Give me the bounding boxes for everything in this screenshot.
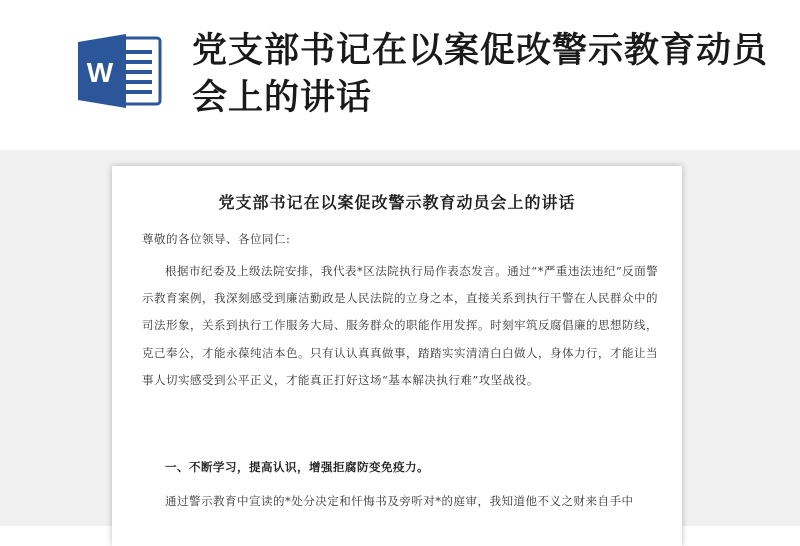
header-band: [0, 0, 800, 150]
logo-letter: W: [86, 57, 114, 88]
page-title: 党支部书记在以案促改警示教育动员会上的讲话: [192, 31, 769, 118]
document-title: 党支部书记在以案促改警示教育动员会上的讲话: [218, 193, 576, 212]
body-paragraph-2: 通过警示教育中宣读的*处分决定和忏悔书及旁听对*的庭审，我知道他不义之财来自手中: [165, 494, 634, 508]
body-paragraph-1: 根据市纪委及上级法院安排，我代表*区法院执行局作表态发言。通过“*严重违法违纪”反面警示教育案例，我深刻感受到廉洁勤政是人民法院的立身之本，直接关系到执行干警在人民群众中的司法形象，关系到执行工作服务大局、服务群众的职能作用发挥。时刻牢筑反腐倡廉的思想防线，克己奉公，才能永葆纯洁本色。只有认认真真做事，踏踏实实清清白白做人，身体力行，才能让当事人切实感受到公平正义，才能真正打好这场“基本解决执行难”攻坚战役。: [142, 264, 659, 387]
section-heading-1: 一、不断学习，提高认识，增强拒腐防变免疫力。: [165, 460, 429, 474]
greeting-line: 尊敬的各位领导、各位同仁:: [142, 232, 291, 246]
document-page: [112, 166, 682, 546]
word-document-icon: [78, 32, 164, 110]
